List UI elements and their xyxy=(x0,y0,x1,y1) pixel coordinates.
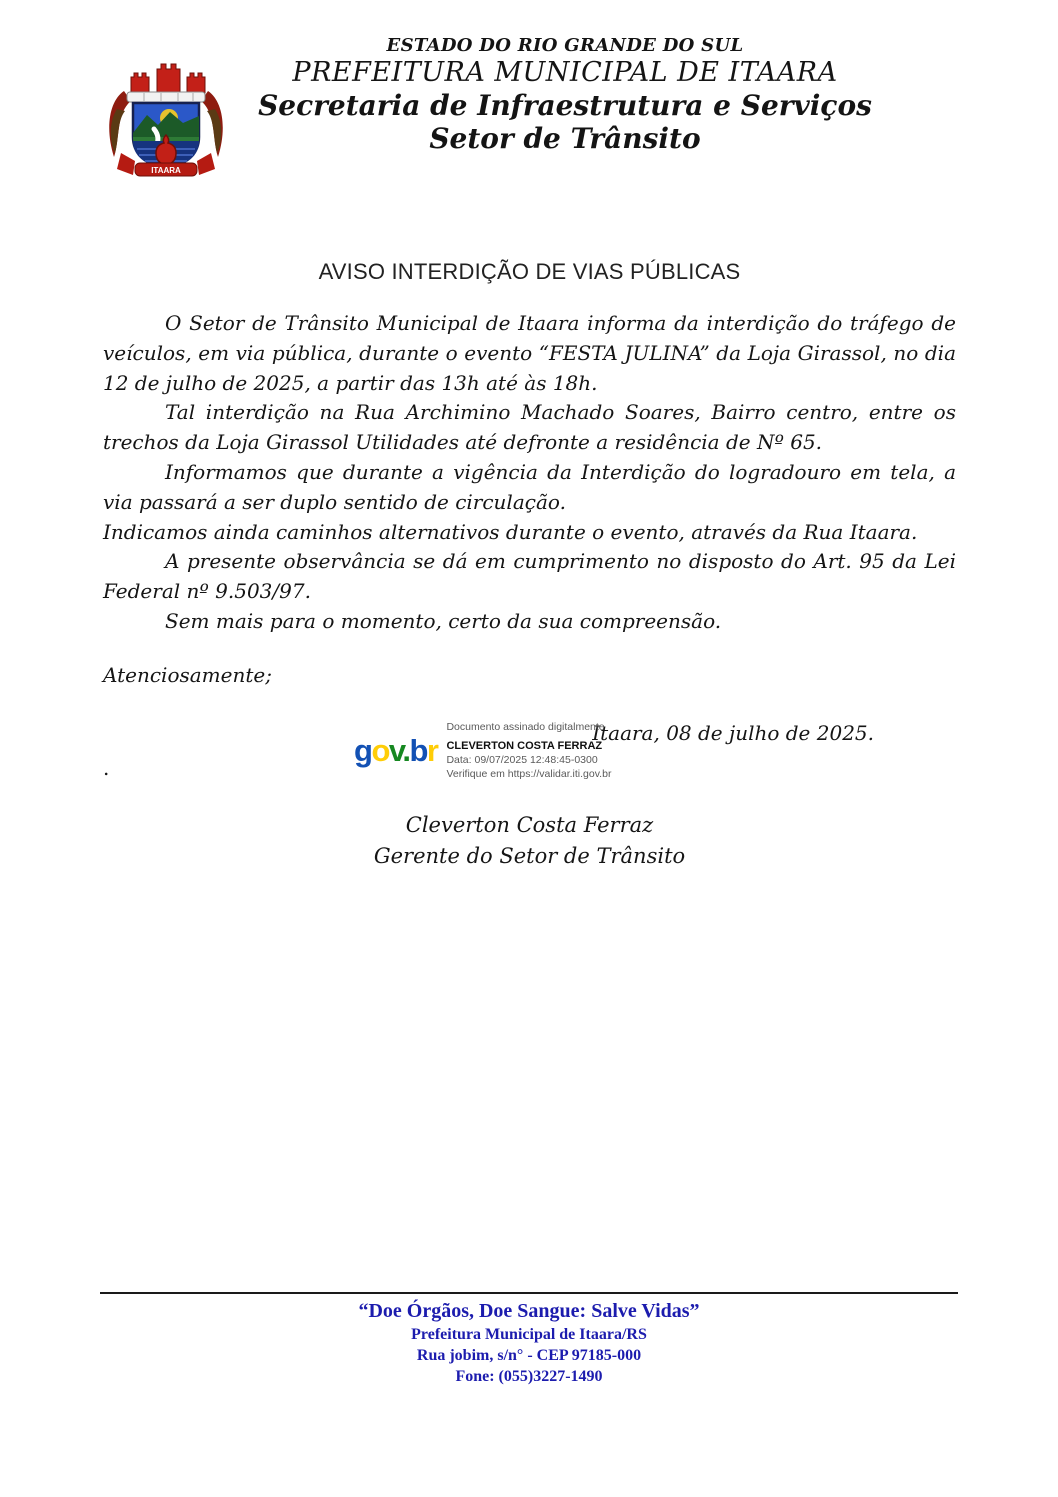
letterhead-municipality: PREFEITURA MUNICIPAL DE ITAARA xyxy=(292,57,838,89)
letterhead xyxy=(175,36,955,154)
paragraph: Informamos que durante a vigência da Interdição do logradouro em tela, a via passará a ser duplo sentido de circulação. xyxy=(103,459,956,514)
ribbon-text: ITAARA xyxy=(151,166,181,175)
footer-phone: Fone: (055)3227-1490 xyxy=(455,1368,603,1385)
stamp-text xyxy=(446,720,611,781)
digital-signature-stamp xyxy=(354,720,611,781)
footer-org: Prefeitura Municipal de Itaara/RS xyxy=(411,1326,647,1343)
closing-salutation: Atenciosamente; xyxy=(103,662,272,687)
stray-dot: . xyxy=(103,756,110,781)
govbr-logo-icon: gov.br xyxy=(354,733,438,768)
paragraph: O Setor de Trânsito Municipal de Itaara informa da interdição do tráfego de veículos, em via pública, durante o evento “FESTA JULINA” da Loja Girassol, no dia 12 de julho de 2025, a partir das 13h até às 18h. xyxy=(103,311,956,395)
letterhead-sector: Setor de Trânsito xyxy=(429,121,701,155)
footer-rule xyxy=(100,1292,958,1294)
page-footer xyxy=(100,1292,958,1387)
signer-role: Gerente do Setor de Trânsito xyxy=(373,844,686,868)
signer-name: Cleverton Costa Ferraz xyxy=(405,813,654,837)
paragraph: A presente observância se dá em cumprimento no disposto do Art. 95 da Lei Federal nº 9.503/97. xyxy=(103,549,956,604)
paragraph: Indicamos ainda caminhos alternativos durante o evento, através da Rua Itaara. xyxy=(103,519,918,544)
stamp-header: Documento assinado digitalmente xyxy=(446,721,605,733)
signature-block xyxy=(103,810,956,872)
dateline: Itaara, 08 de julho de 2025. xyxy=(592,720,874,745)
stamp-signer-name: CLEVERTON COSTA FERRAZ xyxy=(446,740,603,752)
stamp-date: Data: 09/07/2025 12:48:45-0300 xyxy=(446,754,598,766)
letterhead-state: ESTADO DO RIO GRANDE DO SUL xyxy=(386,35,744,56)
footer-address: Rua jobim, s/n° - CEP 97185-000 xyxy=(416,1347,642,1364)
paragraph: Sem mais para o momento, certo da sua compreensão. xyxy=(165,608,722,633)
document-body xyxy=(103,309,956,784)
document-title: AVISO INTERDIÇÃO DE VIAS PÚBLICAS xyxy=(318,259,741,284)
footer-motto: “Doe Órgãos, Doe Sangue: Salve Vidas” xyxy=(358,1300,700,1322)
paragraph: Tal interdição na Rua Archimino Machado Soares, Bairro centro, entre os trechos da Loja Girassol Utilidades até defronte a residência de Nº 65. xyxy=(103,400,956,455)
stamp-verify-url: Verifique em https://validar.iti.gov.br xyxy=(446,768,612,780)
letterhead-secretariat: Secretaria de Infraestrutura e Serviços xyxy=(258,89,872,123)
